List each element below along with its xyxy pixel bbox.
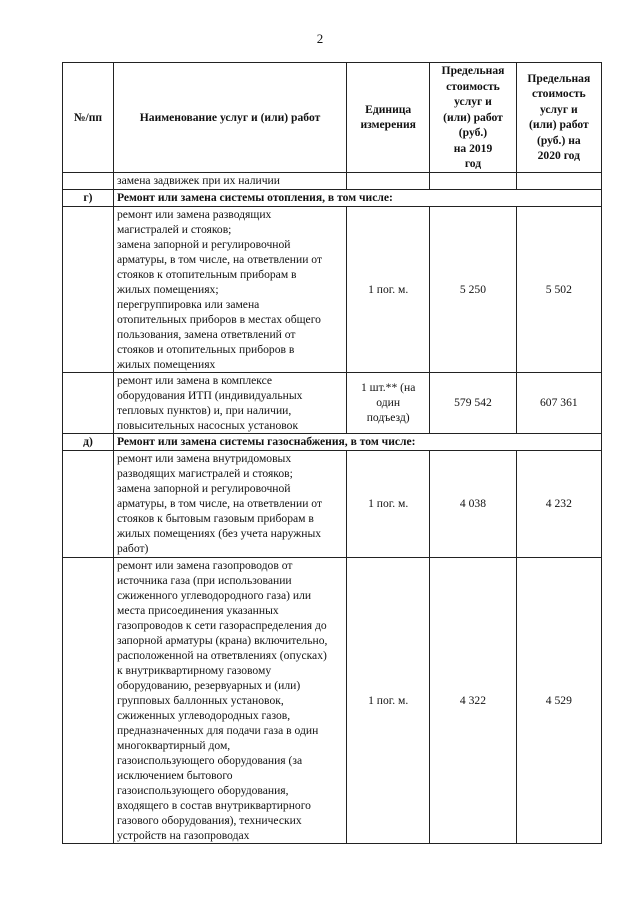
table-header-row [63,63,602,173]
section-number: д) [63,433,114,450]
service-name-line: газового оборудования), технических [116,813,302,827]
price-table [62,62,602,844]
price-2019 [430,172,516,189]
price-2019: 4 038 [430,450,516,557]
service-name-line: замена задвижек при их наличии [116,173,280,187]
service-name-line: расположенной на ответвлениях (опусках) [116,648,327,662]
unit [347,557,430,843]
header-price-2019-line: на 2019 [453,141,493,155]
service-name-line: запорной арматуры (крана) включительно, [116,633,328,647]
header-price-2019-line: (или) работ [443,110,503,124]
service-name-line: арматуры, в том числе, на ответвлении от [116,496,323,510]
service-name-line: тепловых пунктов) и, при наличии, [116,403,292,417]
unit-line: 1 пог. м. [368,282,409,296]
service-name-line: оборудованию, резервуарных и (или) [116,678,301,692]
header-service-name: Наименование услуг и (или) работ [113,63,346,173]
service-name [113,172,346,189]
unit-line: один [376,396,401,409]
service-name-line: повысительных насосных установок [116,418,299,432]
price-2019: 4 322 [430,557,516,843]
table-row [63,206,602,372]
header-unit-line: Единица [365,102,412,116]
service-name [113,557,346,843]
unit [347,450,430,557]
table-body [63,172,602,843]
section-row [63,189,602,206]
header-price-2019-line: услуг и [454,95,492,108]
header-price-2019 [430,63,516,173]
price-2020: 4 232 [516,450,601,557]
price-2020: 4 529 [516,557,601,843]
service-name-line: перегруппировка или замена [116,297,260,311]
service-name-line: места присоединения указанных [116,603,279,617]
price-2020 [516,172,601,189]
unit-line: 1 пог. м. [368,497,409,510]
service-name-line: исключением бытового [116,768,233,782]
row-number [63,557,114,843]
unit-line: подъезд) [366,411,410,424]
service-name-line: сжиженных углеводородных газов, [116,708,291,722]
service-name-line: газоиспользующего оборудования (за [116,753,303,767]
price-2020: 607 361 [516,372,601,433]
header-unit-line: измерения [360,118,416,132]
row-number [63,450,114,557]
price-2019: 579 542 [430,372,516,433]
price-2020: 5 502 [516,206,601,372]
service-name-line: отопительных приборов в местах общего [116,312,321,326]
service-name-line: газопроводов к сети газораспределения до [116,618,327,632]
service-name-line: ремонт или замена внутридомовых [116,451,292,465]
header-price-2020 [516,63,601,173]
section-row [63,433,602,450]
service-name-line: арматуры, в том числе, на ответвлении от [116,252,323,266]
header-number: №/пп [63,63,114,173]
service-name-line: жилых помещениях; [116,282,219,296]
unit-line: 1 пог. м. [368,693,409,707]
service-name-line: стояков и отопительных приборов в [116,342,295,356]
header-unit [347,63,430,173]
page-number: 2 [316,31,324,46]
service-name-line: магистралей и стояков; [116,222,232,236]
header-price-2020-line: услуг и [539,102,578,116]
service-name-line: ремонт или замена в комплексе [116,373,273,387]
row-number [63,372,114,433]
table-row [63,450,602,557]
section-title: Ремонт или замена системы отопления, в том числе: [113,189,601,206]
price-2019: 5 250 [430,206,516,372]
header-price-2020-line: (или) работ [528,118,589,132]
service-name-line: работ) [116,541,149,555]
section-title: Ремонт или замена системы газоснабжения, в том числе: [113,433,601,450]
unit-line: 1 шт.** (на [360,381,416,394]
continuation-row [63,172,602,189]
unit [347,206,430,372]
service-name-line: входящего в состав внутриквартирного [116,798,311,812]
service-name-line: стояков к отопительным приборам в [116,267,297,281]
header-price-2020-line: стоимость [531,87,586,101]
unit [347,172,430,189]
header-price-2020-line: (руб.) на [536,133,581,147]
table-row [63,557,602,843]
header-price-2019-line: (руб.) [458,126,488,139]
header-price-2019-line: стоимость [446,79,500,93]
unit [347,372,430,433]
service-name-line: источника газа (при использовании [116,573,292,587]
table-row [63,372,602,433]
section-number: г) [63,189,114,206]
service-name-line: оборудования ИТП (индивидуальных [116,388,303,402]
service-name-line: устройств на газопроводах [116,828,250,842]
header-price-2019-line: Предельная [441,64,505,77]
service-name-line: газоиспользующего оборудования, [116,783,289,797]
service-name-line: замена запорной и регулировочной [116,237,291,251]
header-price-2019-line: год [464,157,482,170]
row-number [63,172,114,189]
service-name-line: жилых помещениях (без учета наружных [116,526,322,540]
service-name-line: пользования, замена ответвлений от [116,327,296,341]
service-name [113,372,346,433]
service-name-line: жилых помещениях [116,357,216,371]
row-number [63,206,114,372]
service-name-line: ремонт или замена газопроводов от [116,558,293,572]
header-price-2020-line: Предельная [527,71,591,85]
service-name [113,450,346,557]
service-name-line: разводящих магистралей и стояков; [116,466,293,480]
service-name-line: стояков к бытовым газовым приборам в [116,511,314,525]
service-name-line: ремонт или замена разводящих [116,207,272,221]
service-name-line: многоквартирный дом, [116,738,231,752]
service-name-line: предназначенных для подачи газа в один [116,723,319,737]
service-name-line: замена запорной и регулировочной [116,481,291,495]
service-name [113,206,346,372]
service-name-line: групповых баллонных установок, [116,693,284,707]
service-name-line: сжиженного углеводородного газа) или [116,588,312,602]
service-name-line: к внутриквартирному газовому [116,663,272,677]
header-price-2020-line: 2020 год [537,149,581,163]
